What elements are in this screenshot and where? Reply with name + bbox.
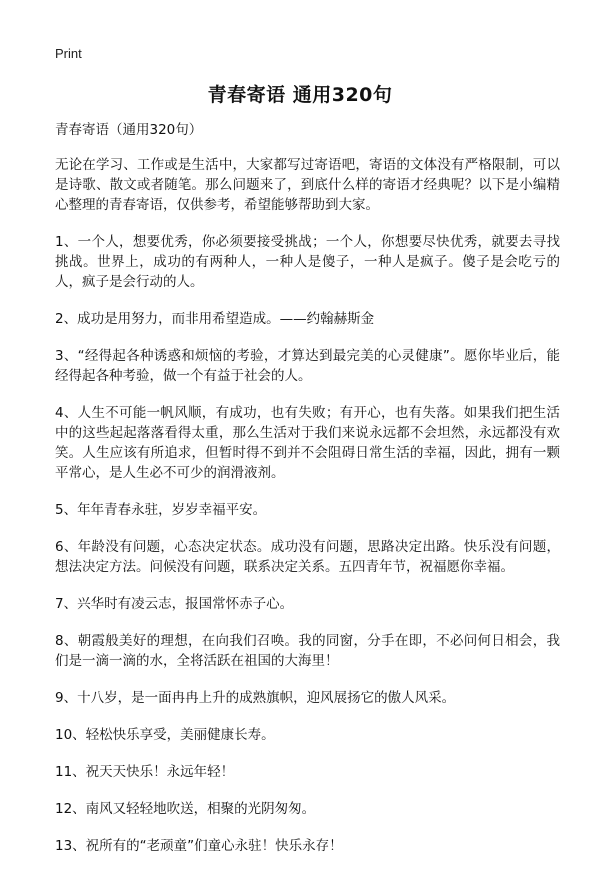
article-item-13: 13、祝所有的“老顽童”们童心永驻！快乐永存！	[55, 838, 343, 854]
article-item-7: 7、兴华时有凌云志，报国常怀赤子心。	[55, 596, 294, 612]
page-title: 青春寄语 通用320句	[207, 84, 393, 106]
article-intro: 无论在学习、工作或是生活中，大家都写过寄语吧，寄语的文体没有严格限制，可以是诗歌、散文或者随笔。那么问题来了，到底什么样的寄语才经典呢？以下是小编精心整理的青春寄语，仅供参考，希望能够帮助到大家。	[55, 157, 560, 213]
print-link[interactable]: Print	[55, 46, 82, 61]
article-item-4: 4、人生不可能一帆风顺，有成功，也有失败；有开心，也有失落。如果我们把生活中的这些起起落落看得太重，那么生活对于我们来说永远都不会坦然，永远都没有欢笑。人生应该有所追求，但暂时得不到并不会阻碍日常生活的幸福，因此，拥有一颗平常心，是人生必不可少的润滑液剂。	[55, 405, 560, 481]
article-subtitle: 青春寄语（通用320句）	[55, 122, 203, 138]
article-item-2: 2、成功是用努力，而非用希望造成。——约翰赫斯金	[55, 311, 375, 327]
article-item-3: 3、“经得起各种诱惑和烦恼的考验，才算达到最完美的心灵健康”。愿你毕业后，能经得起各种考验，做一个有益于社会的人。	[55, 348, 560, 384]
article-item-1: 1、一个人，想要优秀，你必须要接受挑战；一个人，你想要尽快优秀，就要去寻找挑战。世界上，成功的有两种人，一种人是傻子，一种人是疯子。傻子是会吃亏的人，疯子是会行动的人。	[55, 234, 560, 290]
article-body	[55, 120, 560, 873]
article-item-6: 6、年龄没有问题，心态决定状态。成功没有问题，思路决定出路。快乐没有问题，想法决定方法。问候没有问题，联系决定关系。五四青年节，祝福愿你幸福。	[55, 539, 560, 575]
article-item-11: 11、祝天天快乐！永远年轻！	[55, 764, 235, 780]
article-item-12: 12、南风又轻轻地吹送，相聚的光阴匆匆。	[55, 801, 316, 817]
article-item-9: 9、十八岁，是一面冉冉上升的成熟旗帜，迎风展扬它的傲人风采。	[55, 690, 456, 706]
article-item-5: 5、年年青春永驻，岁岁幸福平安。	[55, 502, 267, 518]
article-item-10: 10、轻松快乐享受，美丽健康长寿。	[55, 727, 275, 743]
article-item-8: 8、朝霞般美好的理想，在向我们召唤。我的同窗，分手在即，不必问何日相会，我们是一滴一滴的水，全将活跃在祖国的大海里！	[55, 633, 560, 669]
